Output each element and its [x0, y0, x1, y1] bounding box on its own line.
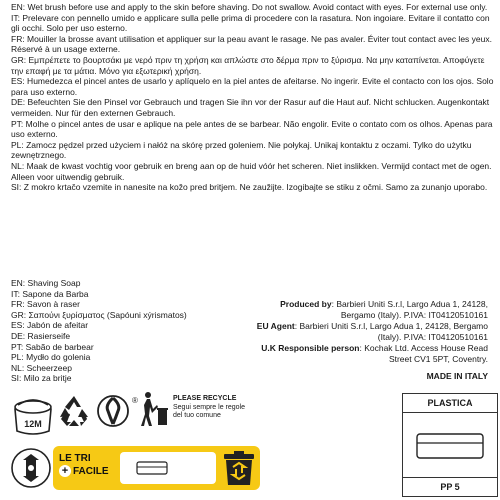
producer-info [250, 299, 488, 366]
le-tri-item-panel [120, 452, 216, 484]
eu-agent: EU Agent: Barbieri Uniti S.r.l, Largo Adua 1, 24128, Bergamo (Italy). P.IVA: IT04120510161 [256, 321, 488, 342]
please-recycle-title: PLEASE RECYCLE [173, 395, 237, 402]
plastic-material-box [402, 393, 498, 497]
le-tri-plus: + [59, 465, 71, 477]
le-tri-facile-banner [53, 446, 260, 490]
usage-line: FR: Mouiller la brosse avant utilisation et appliquer sur la peau avant le rasage. Ne pas avaler. Éviter tout contact avec les yeux. Réservé à un usage externe. [11, 33, 492, 55]
usage-line: PT: Molhe o pincel antes de usar e aplique na pele antes de se barbear. Não engolir. Evite o contato com os olhos. Apenas para uso externo. [11, 118, 493, 140]
period-after-opening-icon [10, 393, 56, 437]
usage-line: PL: Zamocz pędzel przed użyciem i nałóż na skórę przed goleniem. Nie połykaj. Unikaj kontaktu z oczami. Tylko do użytku zewnętrznego. [11, 139, 472, 161]
pao-label: 12M [24, 419, 42, 429]
tidy-man-bin-icon [140, 389, 168, 429]
packaging-icon [136, 461, 168, 475]
le-tri-facile-text [59, 453, 109, 478]
product-names [11, 278, 251, 384]
usage-instructions [11, 2, 497, 193]
usage-line: GR: Εμπρέπετε το βουρτσάκι με νερό πριν τη χρήση και απλώστε στο δέρμα πριν το ξύρισμα. Να μην καταπίνεται. Αποφύγετε την επαφή με τα μάτια. Μόνο για εξωτερική χρήση. [11, 54, 485, 76]
plastic-code: PP 5 [403, 477, 497, 496]
le-tri-line2: FACILE [73, 466, 109, 477]
usage-line: IT: Prelevare con pennello umido e applicare sulla pelle prima di procedere con la rasatura. Non ingoiare. Evitare il contatto con gli occhi. Solo per uso esterno. [11, 12, 490, 34]
please-recycle-line1: Segui sempre le regole [173, 403, 245, 411]
please-recycle-notice [173, 395, 283, 421]
please-recycle-line2: del tuo comune [173, 412, 221, 419]
made-in-italy: MADE IN ITALY [426, 371, 488, 381]
registered-mark: ® [132, 396, 138, 405]
green-dot-icon [96, 393, 138, 429]
yellow-recycling-bin-icon [222, 449, 256, 487]
product-name-line: PT: Sabão de barbear [11, 341, 94, 352]
product-name-line: GR: Σαπούνι ξυρίσματος (Sapóuni xýrismatos) [11, 309, 187, 320]
plastic-header: PLASTICA [403, 394, 497, 413]
product-name-line: DE: Rasierseife [11, 330, 71, 341]
usage-line: ES: Humedezca el pincel antes de usarlo y aplíquelo en la piel antes de afeitarse. No ingerir. Evite el contacto con los ojos. Solo para uso externo. [11, 76, 494, 97]
container-lid-icon [416, 433, 484, 459]
triman-icon [11, 446, 51, 490]
le-tri-line1: LE TRI [59, 453, 91, 464]
product-name-line: ES: Jabón de afeitar [11, 320, 89, 331]
usage-line: EN: Wet brush before use and apply to the skin before shaving. Do not swallow. Avoid contact with eyes. For external use only. [11, 2, 488, 12]
recycle-icon [56, 393, 92, 429]
uk-responsible-person: U.K Responsible person: Kochak Ltd. Access House Read Street CV1 5PT, Coventry. [261, 343, 488, 364]
usage-line: DE: Befeuchten Sie den Pinsel vor Gebrauch und tragen Sie ihn vor der Rasur auf die Haut auf. Nicht schlucken. Augenkontakt vermeiden. Nur für den externen Gebrauch. [11, 97, 490, 118]
product-name-line: SI: Milo za britje [11, 373, 72, 384]
product-name-line: FR: Savon à raser [11, 299, 80, 310]
usage-line: SI: Z mokro krtačo vzemite in nanesite na kožo pred britjem. Ne zaužijte. Izogibajte se stiku z očmi. Samo za zunanjo uporabo. [11, 182, 488, 193]
product-name-line: PL: Mydło do golenia [11, 352, 91, 363]
product-name-line: EN: Shaving Soap [11, 278, 81, 288]
usage-line: NL: Maak de kwast vochtig voor gebruik en breng aan op de huid vóór het scheren. Niet inslikken. Vermijd contact met de ogen. Alleen voor uitwendig gebruik. [11, 160, 492, 182]
product-name-line: IT: Sapone da Barba [11, 288, 89, 299]
product-name-line: NL: Scheerzeep [11, 362, 72, 373]
produced-by: Produced by: Barbieri Uniti S.r.l, Largo Adua 1, 24128, Bergamo (Italy). P.IVA: IT04120510161 [280, 299, 488, 320]
